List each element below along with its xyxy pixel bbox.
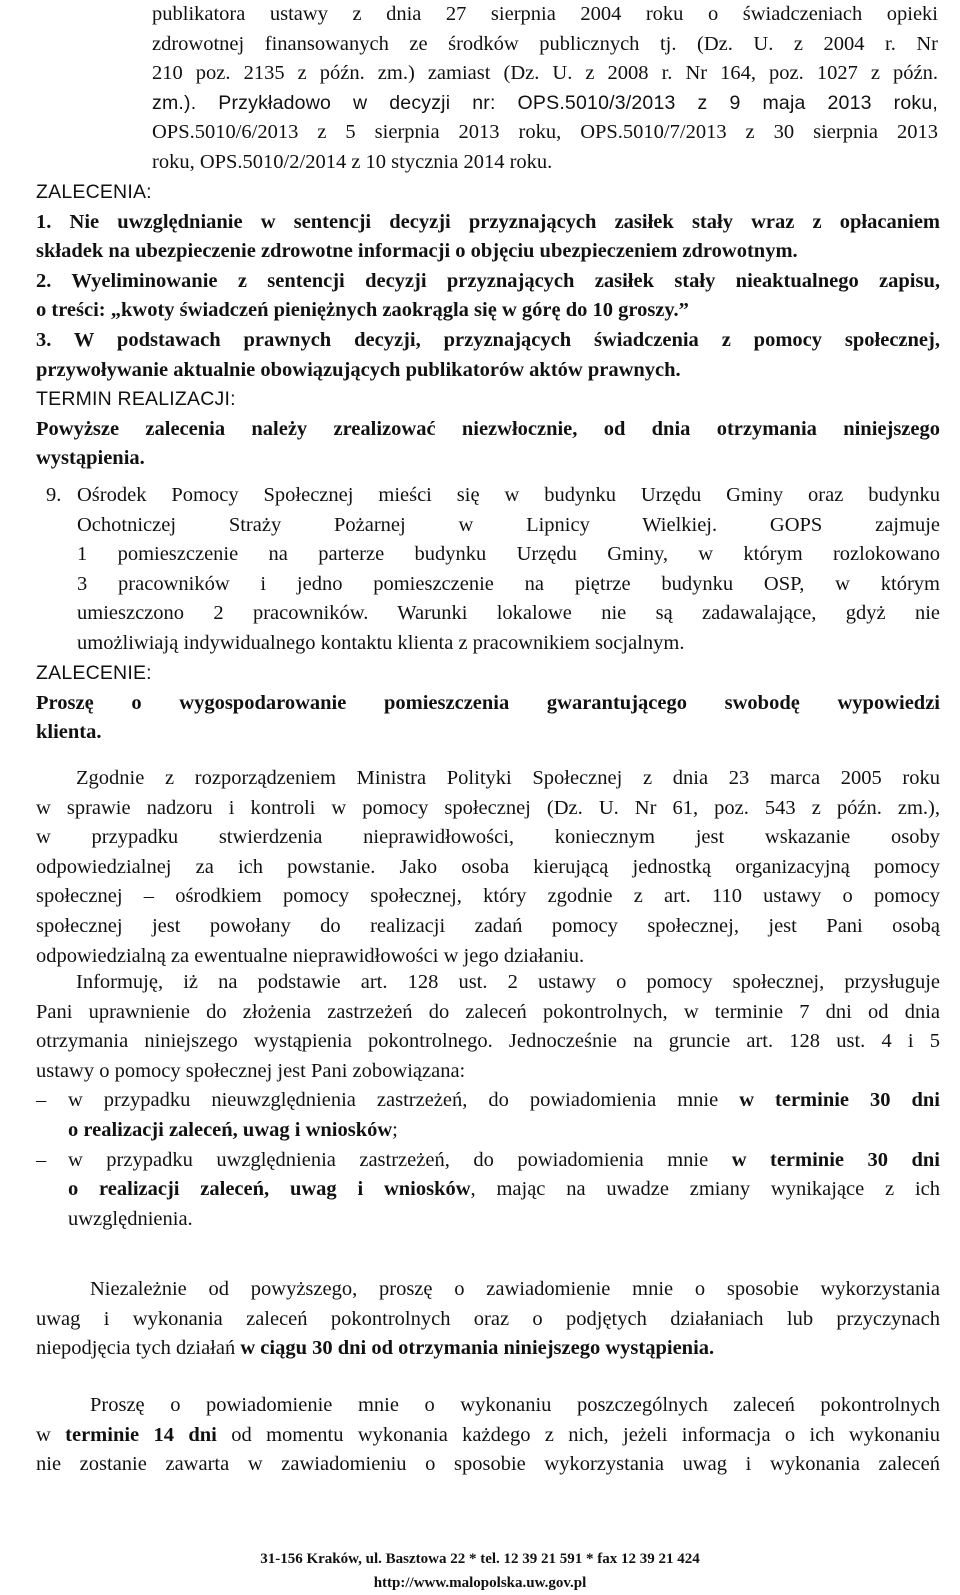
- emphasis-text: terminie 14 dni: [65, 1423, 217, 1446]
- text-line: Niezależnie od powyższego, proszę o zawiadomienie mnie o sposobie wykorzystania: [90, 1278, 940, 1300]
- text-line: uwag i wykonania zaleceń pokontrolnych oraz o podjętych działaniach lub przyczynach: [36, 1307, 940, 1330]
- notification-paragraph: [36, 1275, 940, 1364]
- section-heading: ZALECENIE:: [36, 662, 152, 684]
- text-line: 1 pomieszczenie na parterze budynku Urzędu Gminy, w którym rozlokowano: [77, 543, 940, 566]
- obligation-item: [36, 1086, 940, 1145]
- text-fragment: w przypadku uwzględnienia zastrzeżeń, do powiadomienia mnie: [68, 1148, 732, 1171]
- text-line: publikatora ustawy z dnia 27 sierpnia 2004 roku o świadczeniach opieki: [152, 3, 938, 25]
- emphasis-text: w terminie 30 dni: [739, 1089, 940, 1112]
- dash-bullet: –: [36, 1148, 47, 1171]
- text-line: uwzględnienia.: [68, 1207, 193, 1230]
- text-line: zm.). Przykładowo w decyzji nr: OPS.5010/3/2013 z 9 maja 2013 roku,: [152, 91, 938, 114]
- rights-paragraph: [36, 968, 940, 1234]
- text-line: [36, 1421, 940, 1451]
- text-fragment: w: [36, 1423, 66, 1446]
- text-line: w sprawie nadzoru i kontroli w pomocy społecznej (Dz. U. Nr 61, poz. 543 z późn. zm.),: [36, 796, 940, 819]
- finding-number: 9.: [46, 484, 62, 506]
- text-line: roku, OPS.5010/2/2014 z 10 stycznia 2014 roku.: [152, 150, 553, 173]
- text-line: ustawy o pomocy społecznej jest Pani zobowiązana:: [36, 1059, 466, 1082]
- recommendation-text: Proszę o wygospodarowanie pomieszczenia gwarantującego swobodę wypowiedzi: [36, 691, 940, 714]
- text-line: Zgodnie z rozporządzeniem Ministra Polityki Społecznej z dnia 23 marca 2005 roku: [76, 767, 940, 789]
- recommendation-section: [36, 659, 940, 748]
- text-fragment: od momentu wykonania każdego z nich, jeżeli informacja o ich wykonaniu: [216, 1423, 940, 1446]
- deadline-heading: TERMIN REALIZACJI:: [36, 388, 236, 411]
- obligation-item: [36, 1146, 940, 1235]
- footer-address: 31-156 Kraków, ul. Basztowa 22 * tel. 12 39 21 591 * fax 12 39 21 424: [260, 1551, 700, 1567]
- recommendation-item: przywoływanie aktualnie obowiązujących publikatorów aktów prawnych.: [36, 358, 681, 381]
- recommendation-item: o treści: „kwoty świadczeń pieniężnych zaokrągla się w górę do 10 groszy.”: [36, 299, 689, 322]
- recommendations-section: [36, 178, 940, 474]
- text-line: 210 poz. 2135 z późn. zm.) zamiast (Dz. U. z 2008 r. Nr 164, poz. 1027 z późn.: [152, 62, 938, 85]
- text-line: 3 pracowników i jedno pomieszczenie na piętrze budynku OSP, w którym: [77, 572, 940, 595]
- request-paragraph: [36, 1391, 940, 1480]
- text-line: odpowiedzialnej za ich powstanie. Jako osoba kierującą jednostką organizacyjną pomocy: [36, 855, 940, 878]
- text-line: [36, 1334, 940, 1364]
- text-line: odpowiedzialną za ewentualne nieprawidłowości w jego działaniu.: [36, 944, 585, 967]
- text-fragment: ;: [392, 1118, 398, 1141]
- text-line: umieszczono 2 pracowników. Warunki lokalowe nie są zadawalające, gdyż nie: [77, 602, 940, 625]
- text-line: Pani uprawnienie do złożenia zastrzeżeń do zaleceń pokontrolnych, w terminie 7 dni od dnia: [36, 1000, 940, 1023]
- text-fragment: niepodjęcia tych działań: [36, 1337, 241, 1360]
- deadline-text: Powyższe zalecenia należy zrealizować niezwłocznie, od dnia otrzymania niniejszego: [36, 417, 940, 440]
- emphasis-text: o realizacji zaleceń, uwag i wniosków: [68, 1118, 393, 1141]
- text-line: Ośrodek Pomocy Społecznej mieści się w budynku Urzędu Gminy oraz budynku: [77, 484, 940, 506]
- page-footer: [0, 1547, 960, 1595]
- finding-paragraph: [77, 481, 940, 659]
- emphasis-text: w ciągu 30 dni od otrzymania niniejszego wystąpienia.: [240, 1337, 715, 1360]
- text-line: Ochotniczej Straży Pożarnej w Lipnicy Wielkiej. GOPS zajmuje: [77, 513, 940, 536]
- continuation-paragraph: [152, 0, 938, 178]
- emphasis-text: o realizacji zaleceń, uwag i wniosków: [68, 1178, 471, 1201]
- text-line: w przypadku stwierdzenia nieprawidłowości, koniecznym jest wskazanie osoby: [36, 826, 940, 849]
- regulation-paragraph: [36, 764, 940, 971]
- text-line: [68, 1175, 940, 1205]
- emphasis-text: w terminie 30 dni: [731, 1148, 940, 1171]
- deadline-text: wystąpienia.: [36, 447, 145, 470]
- footer-url[interactable]: http://www.malopolska.uw.gov.pl: [373, 1575, 587, 1591]
- section-heading: ZALECENIA:: [36, 181, 152, 203]
- recommendation-text: klienta.: [36, 721, 102, 744]
- dash-bullet: –: [36, 1089, 47, 1112]
- text-line: OPS.5010/6/2013 z 5 sierpnia 2013 roku, OPS.5010/7/2013 z 30 sierpnia 2013: [152, 121, 938, 144]
- text-line: umożliwiają indywidualnego kontaktu klienta z pracownikiem socjalnym.: [77, 631, 685, 654]
- recommendation-item: 2. Wyeliminowanie z sentencji decyzji przyznających zasiłek stały nieaktualnego zapisu,: [36, 269, 940, 292]
- text-fragment: w przypadku nieuwzględnienia zastrzeżeń, do powiadomienia mnie: [68, 1089, 740, 1112]
- text-fragment: , mając na uwadze zmiany wynikające z ich: [470, 1178, 940, 1201]
- recommendation-item: 1. Nie uwzględnianie w sentencji decyzji przyznających zasiłek stały wraz z opłacaniem: [36, 210, 940, 233]
- text-line: [68, 1116, 940, 1146]
- text-line: zdrowotnej finansowanych ze środków publicznych tj. (Dz. U. z 2004 r. Nr: [152, 32, 938, 55]
- recommendation-item: składek na ubezpieczenie zdrowotne informacji o objęciu ubezpieczeniem zdrowotnym.: [36, 240, 798, 263]
- text-line: nie zostanie zawarta w zawiadomieniu o sposobie wykorzystania uwag i wykonania zaleceń: [36, 1453, 940, 1476]
- text-line: [68, 1146, 940, 1176]
- recommendation-item: 3. W podstawach prawnych decyzji, przyznających świadczenia z pomocy społecznej,: [36, 328, 940, 351]
- text-line: społecznej – ośrodkiem pomocy społecznej, który zgodnie z art. 110 ustawy o pomocy: [36, 885, 940, 908]
- text-line: Informuję, iż na podstawie art. 128 ust. 2 ustawy o pomocy społecznej, przysługuje: [76, 971, 940, 993]
- text-line: [68, 1086, 940, 1116]
- text-line: Proszę o powiadomienie mnie o wykonaniu poszczególnych zaleceń pokontrolnych: [90, 1394, 940, 1416]
- text-line: otrzymania niniejszego wystąpienia pokontrolnego. Jednocześnie na gruncie art. 128 ust. 4 i 5: [36, 1030, 940, 1053]
- text-line: społecznej jest powołany do realizacji zadań pomocy społecznej, jest Pani osobą: [36, 914, 940, 937]
